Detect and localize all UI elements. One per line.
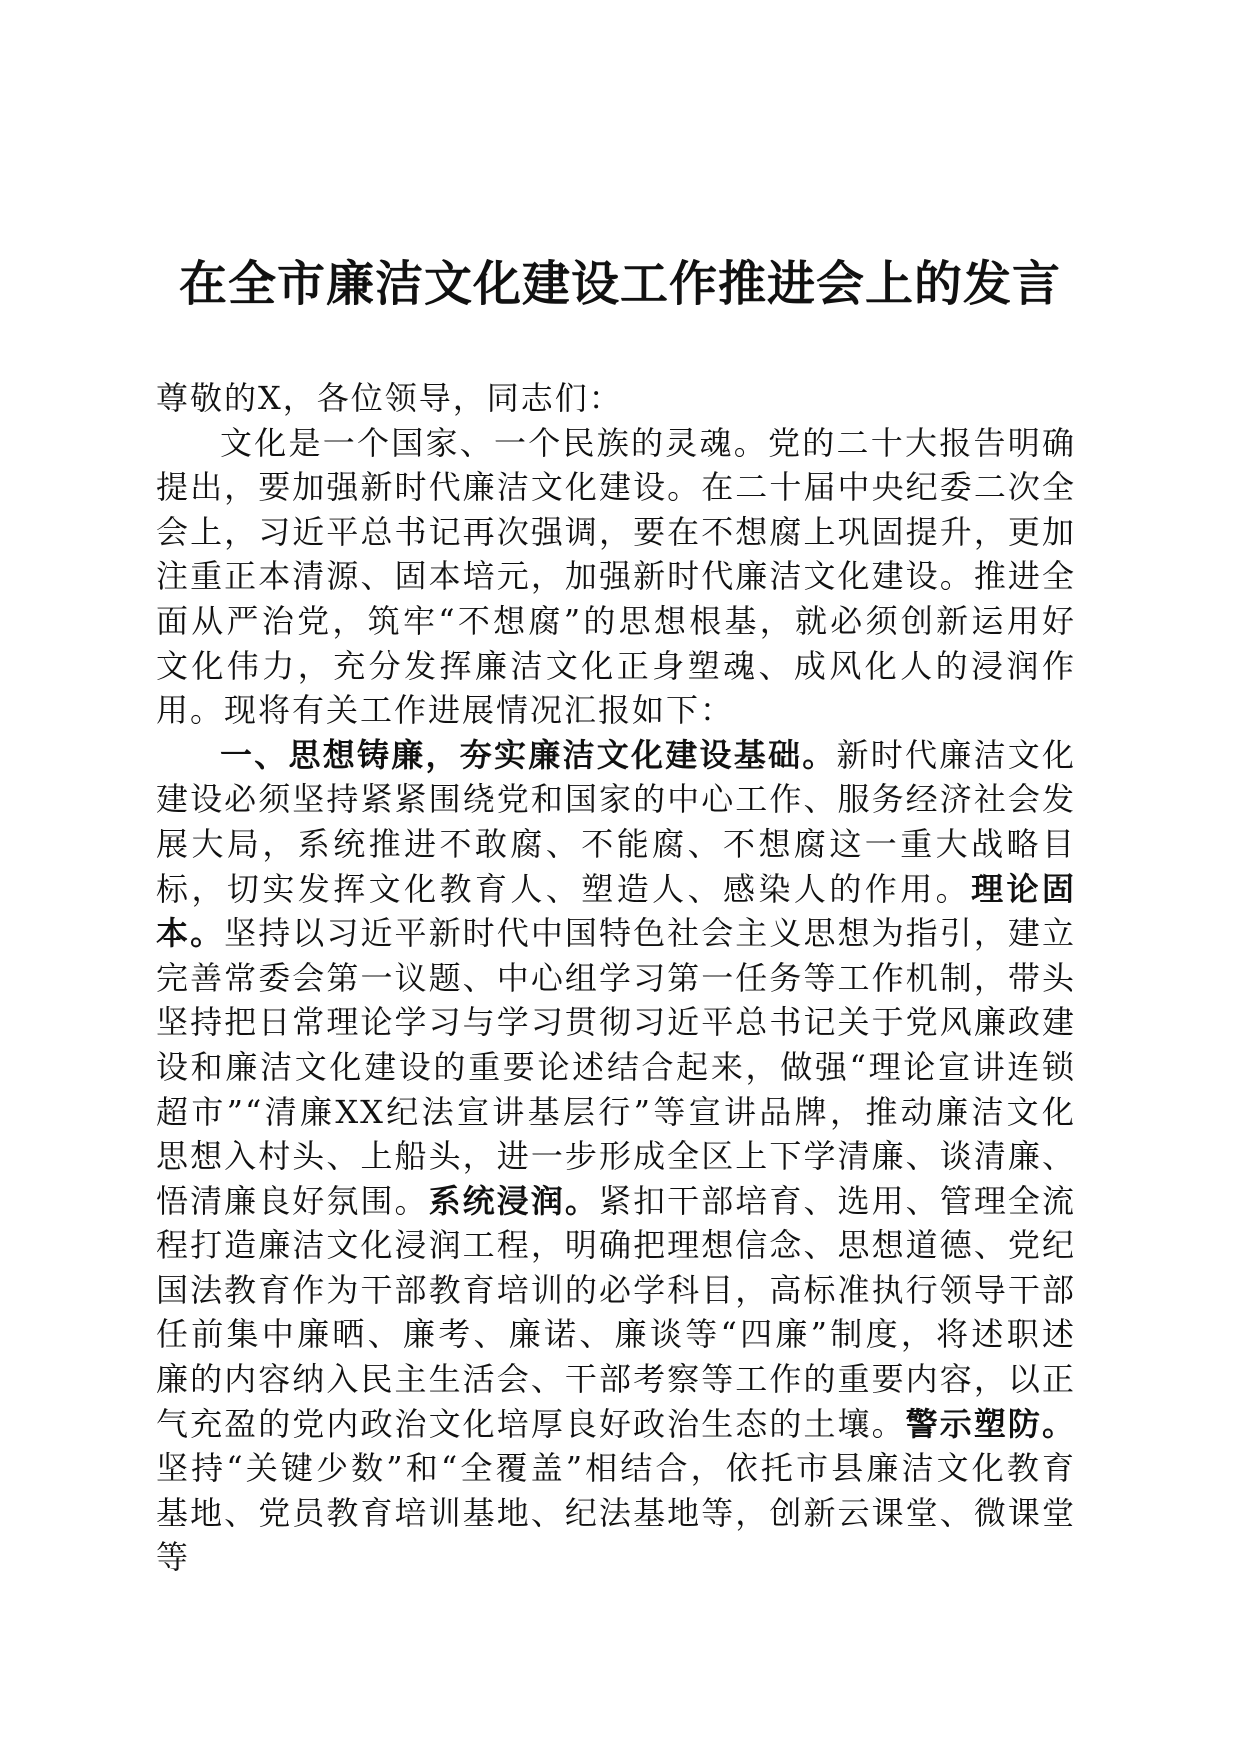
subheading-theory: 理论固本。 <box>156 869 1076 953</box>
section-1-text: 新时代廉洁文化建设必须坚持紧紧围绕党和国家的中心工作、服务经济社会发展大局，系统推进不敢腐、不能腐、不想腐这一重大战略目标，切实发挥文化教育人、塑造人、感染人的作用。 <box>156 735 1076 908</box>
intro-paragraph: 文化是一个国家、一个民族的灵魂。党的二十大报告明确提出，要加强新时代廉洁文化建设。在二十届中央纪委二次全会上，习近平总书记再次强调，要在不想腐上巩固提升，更加注重正本清源、固本培元，加强新时代廉洁文化建设。推进全面从严治党，筑牢“不想腐”的思想根基，就必须创新运用好文化伟力，充分发挥廉洁文化正身塑魂、成风化人的浸润作用。现将有关工作进展情况汇报如下： <box>156 423 1076 730</box>
section-1-paragraph <box>156 733 1076 1580</box>
document-body <box>156 376 1076 1580</box>
subheading-system: 系统浸润。 <box>428 1181 599 1220</box>
subtext-system: 紧扣干部培育、选用、管理全流程打造廉洁文化浸润工程，明确把理想信念、思想道德、党纪国法教育作为干部教育培训的必学科目，高标准执行领导干部任前集中廉晒、廉考、廉诺、廉谈等“四廉”制度，将述职述廉的内容纳入民主生活会、干部考察等工作的重要内容，以正气充盈的党内政治文化培厚良好政治生态的土壤。 <box>156 1181 1076 1443</box>
subheading-warning: 警示塑防。 <box>905 1404 1076 1443</box>
salutation: 尊敬的X，各位领导，同志们： <box>156 379 623 417</box>
subtext-warning: 坚持“关键少数”和“全覆盖”相结合，依托市县廉洁文化教育基地、党员教育培训基地、纪法基地等，创新云课堂、微课堂等 <box>156 1449 1076 1577</box>
section-1-heading: 一、思想铸廉，夯实廉洁文化建设基础。 <box>220 735 837 774</box>
subtext-theory: 坚持以习近平新时代中国特色社会主义思想为指引，建立完善常委会第一议题、中心组学习第一任务等工作机制，带头坚持把日常理论学习与学习贯彻习近平总书记关于党风廉政建设和廉洁文化建设的重要论述结合起来，做强“理论宣讲连锁超市”“清廉XX纪法宣讲基层行”等宣讲品牌，推动廉洁文化思想入村头、上船头，进一步形成全区上下学清廉、谈清廉、悟清廉良好氛围。 <box>156 914 1076 1220</box>
document-title: 在全市廉洁文化建设工作推进会上的发言 <box>178 256 1061 312</box>
